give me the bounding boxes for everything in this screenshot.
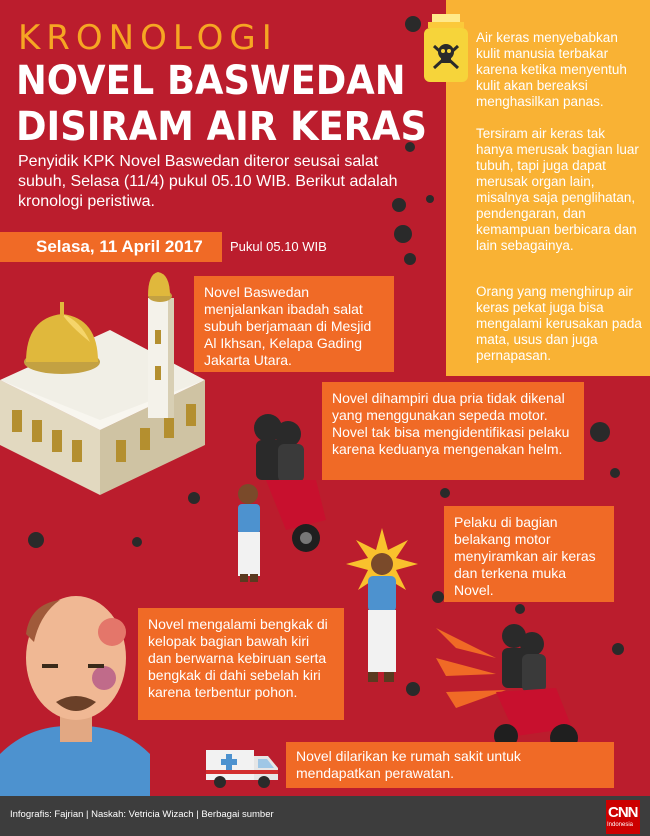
timeline-bubble-5 — [286, 742, 614, 788]
timeline-text-4: Novel mengalami bengkak di kelopak bagian bawah kiri dan berwarna kebiruan serta bengkak di dahi sebelah kiri karena terbentur pohon. — [148, 616, 328, 700]
poison-bottle-icon — [418, 10, 474, 86]
motorcycle-riders-icon-2 — [436, 618, 586, 758]
motorcycle-riders-icon — [226, 410, 336, 586]
fact-text-1: Air keras menyebabkan kulit manusia terbakar karena ketika menyentuh kulit akan bereaksi menghasilkan panas. — [476, 30, 627, 109]
timeline-text-5: Novel dilarikan ke rumah sakit untuk mendapatkan perawatan. — [296, 748, 521, 781]
intro-text: Penyidik KPK Novel Baswedan diteror seusai salat subuh, Selasa (11/4) pukul 05.10 WIB. Berikut adalah kronologi peristiwa. — [18, 153, 398, 210]
date-label: Selasa, 11 April 2017 — [36, 237, 203, 256]
timeline-bubble-4 — [138, 608, 344, 720]
victim-icon — [344, 528, 420, 688]
decor-dot — [515, 604, 525, 614]
time-label: Pukul 05.10 WIB — [230, 239, 327, 254]
page-title-line-2: DISIRAM AIR KERAS — [16, 104, 427, 150]
decor-dot — [610, 468, 620, 478]
page-title-line-1: NOVEL BASWEDAN — [16, 58, 406, 104]
timeline-bubble-1 — [194, 276, 394, 372]
mosque-icon — [0, 270, 212, 500]
timeline-bubble-2 — [322, 382, 584, 480]
credit-text: Infografis: Fajrian | Naskah: Vetricia Wizach | Berbagai sumber — [10, 809, 274, 820]
timeline-bubble-3 — [444, 506, 614, 602]
face-portrait-icon — [0, 594, 150, 796]
fact-box — [446, 0, 650, 376]
cnn-logo-sub: Indonesia — [607, 822, 634, 828]
cnn-logo — [606, 800, 640, 834]
kicker-label: KRONOLOGI — [18, 18, 278, 58]
timeline-text-2: Novel dihampiri dua pria tidak dikenal yang menggunakan sepeda motor. Novel tak bisa mengidentifikasi pelaku karena keduanya mengenakan helm. — [332, 390, 570, 457]
timeline-text-3: Pelaku di bagian belakang motor menyiramkan air keras dan terkena muka Novel. — [454, 514, 596, 598]
fact-text-2: Tersiram air keras tak hanya merusak bagian luar tubuh, tapi juga dapat merusak organ lain, misalnya saja penglihatan, pendengaran, dan kemampuan berbicara dan lain sebagainya. — [476, 126, 639, 253]
footer — [0, 796, 650, 836]
timeline-text-1: Novel Baswedan menjalankan ibadah salat subuh berjamaan di Mesjid Al Ikhsan, Kelapa Gading Jakarta Utara. — [204, 284, 372, 368]
decor-dot — [590, 422, 610, 442]
ambulance-icon — [202, 744, 282, 792]
decor-dot — [28, 532, 44, 548]
decor-dot — [432, 591, 444, 603]
decor-dot — [426, 195, 434, 203]
date-bar — [0, 232, 222, 262]
decor-dot — [440, 488, 450, 498]
cnn-logo-mark: CNN — [608, 804, 638, 821]
decor-dot — [394, 225, 412, 243]
decor-dot — [132, 537, 142, 547]
decor-dot — [404, 253, 416, 265]
fact-text-3: Orang yang menghirup air keras pekat juga bisa mengalami kerusakan pada mata, usus dan juga pernapasan. — [476, 284, 642, 363]
decor-dot — [612, 643, 624, 655]
